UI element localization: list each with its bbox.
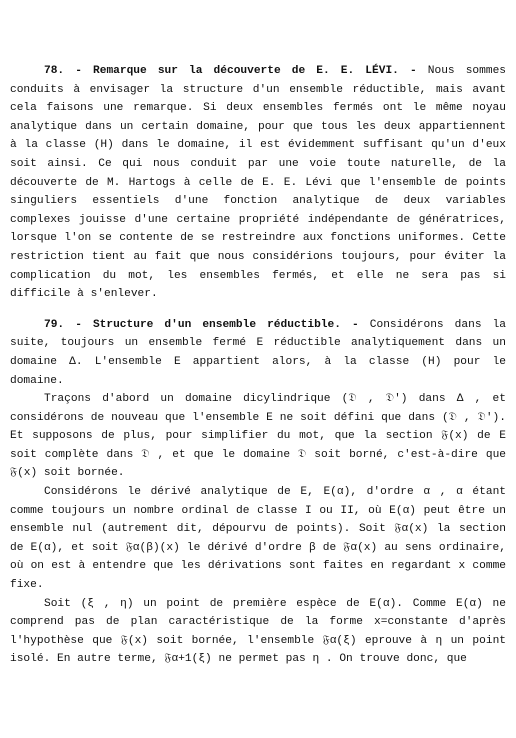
- paragraph-78: [10, 62, 506, 304]
- paragraph-79-1: Traçons d'abord un domaine dicylindrique (𝔇 , 𝔇') dans Δ , et considérons de nouveau que l'ensemble E ne soit défini que dans (𝔇 , 𝔇'). Et supposons de plus, pour simplifier du mot, que la section 𝔉(x) de E soit complète dans 𝔇 , et que le domaine 𝔇 soit borné, c'est-à-dire que 𝔉(x) soit bornée.: [10, 393, 506, 480]
- section-78-body: Nous sommes conduits à envisager la structure d'un ensemble réductible, mais avant cela faisons une remarque. Si deux ensembles fermés ont le même noyau analytique dans un certain domaine, pour que tous les deux appartiennent à la classe (H) dans le domaine, il est évidemment suffisant qu'un d'eux soit ainsi. Ce qui nous conduit par une voie toute naturelle, de la découverte de M. Hartogs à celle de E. E. Lévi que l'ensemble de points singuliers essentiels d'une fonction analytique de deux variables complexes jouisse d'une certaine propriété indépendante de génératrices, lorsque l'on se contente de se restreindre aux fonctions uniformes. Cette restriction tient au fait que nous considérions toujours, pour éviter la complication du mot, les ensembles fermés, et elle ne sera pas si difficile à s'enlever.: [10, 65, 507, 301]
- section-78-heading: 78. - Remarque sur la découverte de E. E. LÉVI. -: [44, 65, 417, 77]
- section-79-heading: 79. - Structure d'un ensemble réductible. -: [44, 318, 359, 331]
- paragraph-79-3: Soit (ξ , η) un point de première espèce de E(α). Comme E(α) ne comprend pas de plan caractéristique de la forme x=constante d'après l'hypothèse que 𝔉(x) soit bornée, l'ensemble 𝔉α(ξ) eprouve à η un point isolé. En autre terme, 𝔉α+1(ξ) ne permet pas η . On trouve donc, que: [10, 597, 506, 666]
- paragraph-79-2: Considérons le dérivé analytique de E, E(α), d'ordre α , α étant comme toujours un nombre ordinal de classe I ou II, où E(α) peut être un ensemble nul (autrement dit, dépourvu de points). Soit 𝔉α(x) la section de E(α), et soit 𝔉α(β)(x) le dérivé d'ordre β de 𝔉α(x) au sens ordinaire, où on est à entendre que les dérivations sont faites en regardant x comme fixe.: [10, 486, 506, 592]
- page-body: [10, 62, 506, 669]
- section-79: [10, 316, 506, 669]
- section-79-intro-text: Considérons dans la suite, toujours un ensemble fermé E réductible analytiquement dans un domaine Δ. L'ensemble E appartient alors, à la classe (H) pour le domaine.: [10, 318, 507, 387]
- paragraph-79-intro: [10, 316, 506, 390]
